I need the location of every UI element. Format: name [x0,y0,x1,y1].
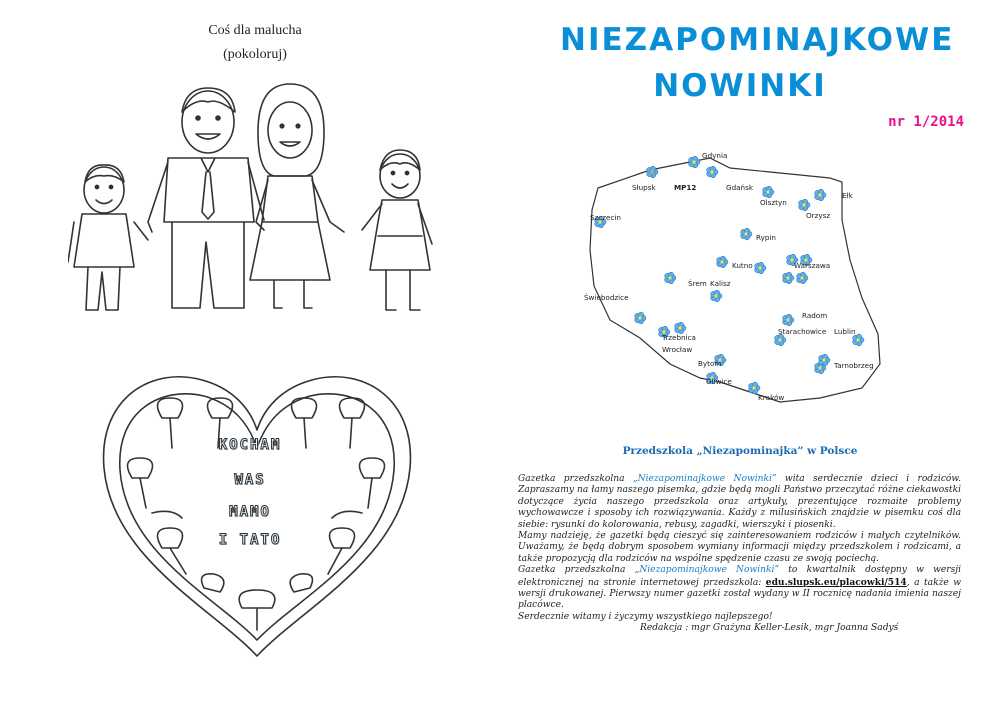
map-city-label: Olsztyn [760,198,787,207]
father-figure [148,88,264,308]
newsletter-title-line-1: NIEZAPOMINAJKOWE [560,22,955,58]
article-paragraph-1 [518,474,961,531]
map-city-label: MP12 [674,183,697,192]
map-city-label: Warszawa [794,261,831,270]
website-link[interactable]: edu.slupsk.eu/placowki/514 [765,576,907,588]
heart-text-line-4: I TATO [218,532,282,548]
heart-text-line-3: MAMO [229,504,271,520]
map-city-label: Szczecin [590,213,621,222]
article-paragraph-3 [518,565,961,612]
map-city-label: Słupsk [632,183,656,192]
map-city-label: Trzebnica [662,333,696,342]
newsletter-title-line-2: NOWINKI [653,68,827,104]
article-text: wita serdecznie dzieci i rodziców. Zapraszamy na łamy naszego pisemka, gdzie będą mogli Państwo przeczytać różne ciekawostki dotyczące życia naszego przedszkola oraz artykuły, prezentujące rozmaite problemy wychowawcze i sposoby ich rozwiązywania. Każdy z milusińskich znajdzie w pisemku coś dla siebie: rysunki do kolorowania, rebusy, zagadki, wierszyki i piosenki. [518,474,961,530]
map-city-label: Lublin [834,327,856,336]
map-city-label: Kalisz [710,279,731,288]
issue-number: nr 1/2014 [888,114,964,130]
map-city-label: Gdynia [702,151,728,160]
map-city-label: Świebodzice [584,293,629,302]
map-city-label: Tarnobrzeg [834,361,874,370]
coloring-title: Coś dla malucha [208,23,302,38]
heart-text-line-1: KOCHAM [218,437,282,453]
newsletter-name-quote: „Niezapominajkowe Nowinki” [632,474,777,484]
map-city-label: Gdańsk [726,183,753,192]
boy-figure [68,165,148,310]
article-text: , a także w wersji drukowanej. Pierwszy numer gazetki został wydany w II rocznicę nadania imienia naszej placówce. [518,577,962,611]
map-city-label: Śrem [688,279,707,288]
mother-figure [250,84,344,308]
coloring-subtitle: (pokoloruj) [223,47,287,62]
family-coloring-illustration [68,72,446,320]
map-city-label: Bytom [698,359,722,368]
article-paragraph-4: Serdecznie witamy i życzymy wszystkiego najlepszego! [518,611,773,622]
heart-text-line-2: WAS [234,472,266,488]
poland-map [580,150,920,420]
map-city-label: Rypin [756,233,776,242]
map-city-label: Wrocław [662,345,693,354]
map-city-label: Kutno [732,261,753,270]
editorial-signature: Redakcja : mgr Grażyna Keller-Lesik, mgr Joanna Sadyś [640,623,899,634]
article-text: Gazetka przedszkolna [518,474,633,484]
map-caption: Przedszkola „Niezapominajka” w Polsce [622,445,858,457]
welcome-article [518,474,961,635]
map-city-label: Radom [802,311,828,320]
article-text: to kwartalnik dostępny w wersji elektronicznej na stronie internetowej przedszkola: [518,565,961,588]
map-city-label: Orzysz [806,211,831,220]
map-city-label: Starachowice [778,327,827,336]
girl-figure [362,150,432,310]
newsletter-name-quote: „Niezapominajkowe Nowinki” [634,565,780,576]
map-city-label: Kraków [758,393,785,402]
article-text: Gazetka przedszkolna [518,565,635,576]
map-city-label: Ełk [842,191,853,200]
article-paragraph-2: Mamy nadzieję, że gazetki będą cieszyć się zainteresowaniem rodziców i małych czytelników. Uważamy, że będą dobrym sposobem wymiany informacji między przedszkolem i rodzicami, a także propozycją dla rodziców na wspólne spędzenie czasu ze swoją pociechą. [518,531,961,564]
map-city-label: Gliwice [706,377,732,386]
